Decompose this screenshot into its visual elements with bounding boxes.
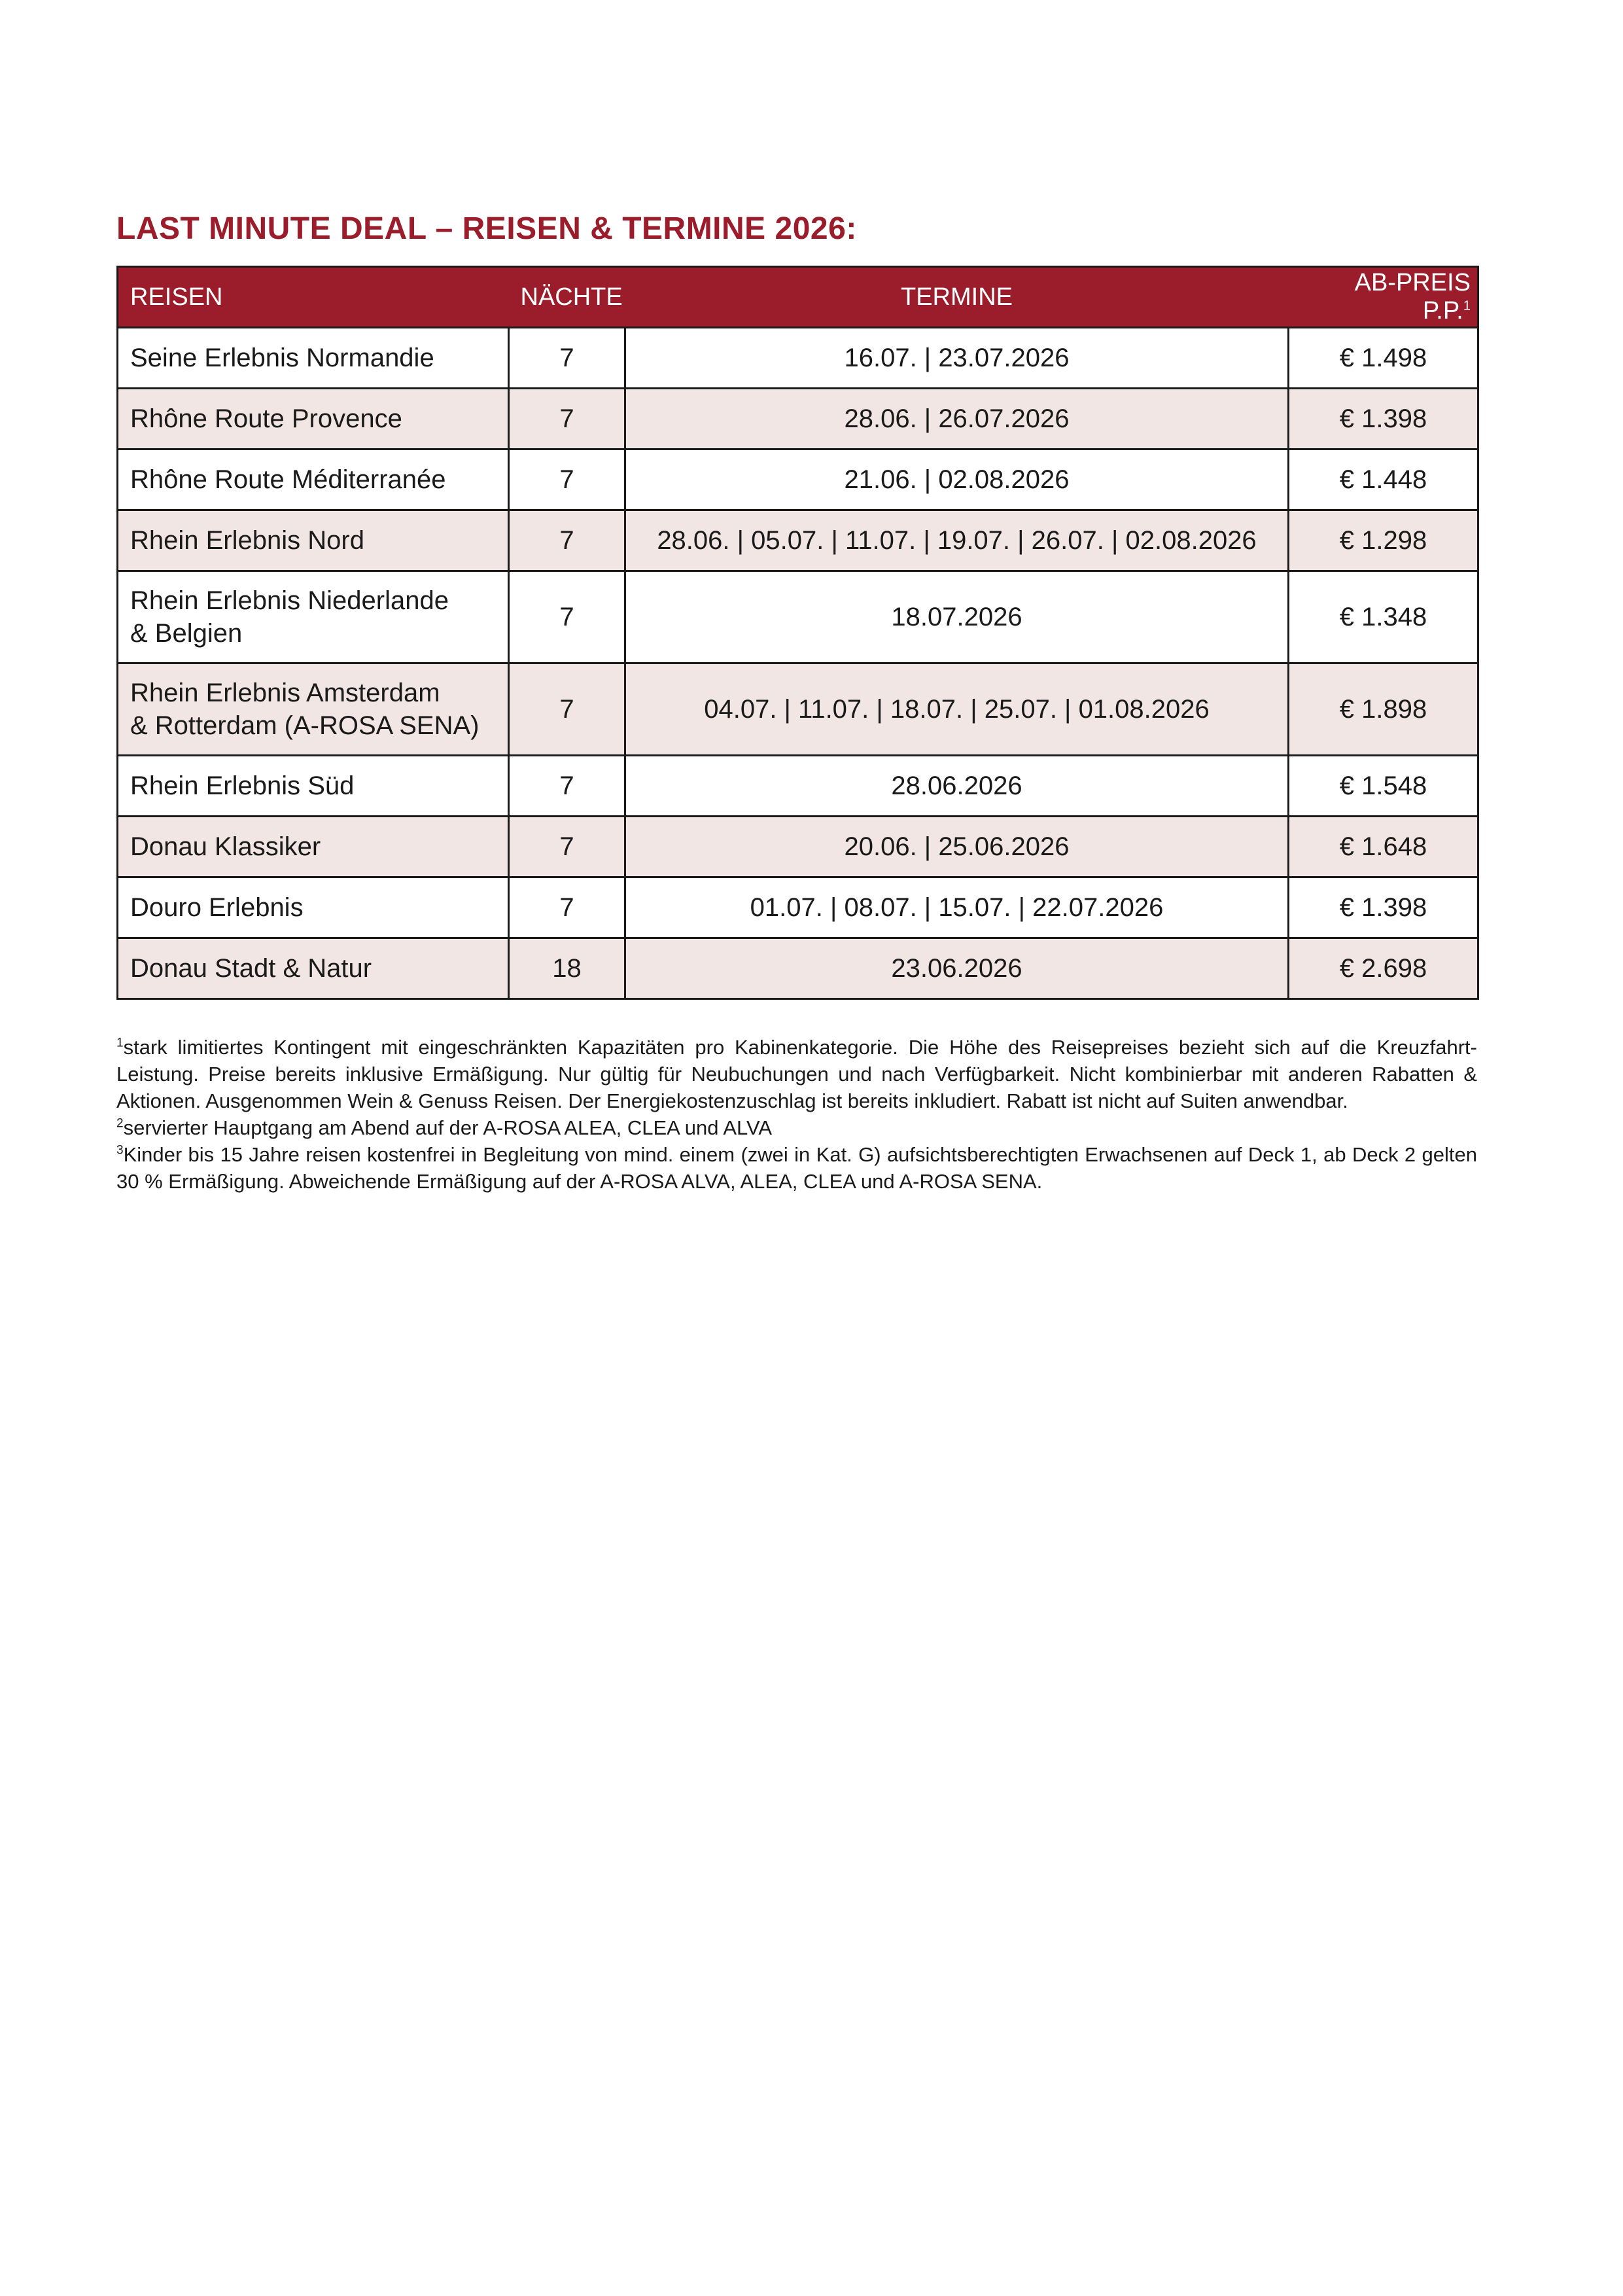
cell-naechte: 7 xyxy=(509,817,625,877)
title-text: LAST MINUTE DEAL – REISEN & TERMINE xyxy=(116,211,775,246)
header-preis-footnote-mark: 1 xyxy=(1463,298,1471,313)
table-row xyxy=(118,328,1478,389)
cell-preis: € 1.898 xyxy=(1289,663,1478,756)
cell-naechte: 7 xyxy=(509,389,625,450)
cell-naechte: 7 xyxy=(509,510,625,571)
cell-naechte: 7 xyxy=(509,877,625,938)
table-row xyxy=(118,938,1478,999)
table-row xyxy=(118,571,1478,663)
header-preis-label: AB-PREIS P.P. xyxy=(1354,269,1471,325)
cell-naechte: 7 xyxy=(509,756,625,817)
cell-termine: 28.06.2026 xyxy=(625,756,1289,817)
cell-reise-line2: & Belgien xyxy=(130,619,243,648)
header-reisen: REISEN xyxy=(118,267,509,328)
cell-termine: 21.06. | 02.08.2026 xyxy=(625,450,1289,510)
cell-naechte: 18 xyxy=(509,938,625,999)
cell-reise: Donau Stadt & Natur xyxy=(118,938,509,999)
cell-preis: € 1.398 xyxy=(1289,877,1478,938)
cell-reise: Rhône Route Méditerranée xyxy=(118,450,509,510)
cell-preis: € 1.298 xyxy=(1289,510,1478,571)
deals-table xyxy=(116,266,1479,1000)
cell-naechte: 7 xyxy=(509,571,625,663)
header-termine: TERMINE xyxy=(625,267,1289,328)
cell-naechte: 7 xyxy=(509,328,625,389)
cell-reise: Seine Erlebnis Normandie xyxy=(118,328,509,389)
table-header-row xyxy=(118,267,1478,328)
cell-preis: € 1.348 xyxy=(1289,571,1478,663)
cell-preis: € 2.698 xyxy=(1289,938,1478,999)
cell-naechte: 7 xyxy=(509,663,625,756)
document-page xyxy=(116,209,1477,1195)
cell-termine: 18.07.2026 xyxy=(625,571,1289,663)
cell-reise: Rhein Erlebnis Süd xyxy=(118,756,509,817)
header-preis xyxy=(1289,267,1478,328)
cell-termine: 28.06. | 26.07.2026 xyxy=(625,389,1289,450)
footnote-3 xyxy=(116,1141,1477,1195)
footnote-text: servierter Hauptgang am Abend auf der A-ROSA ALEA, CLEA und ALVA xyxy=(123,1116,773,1139)
footnote-2 xyxy=(116,1114,1477,1141)
cell-termine: 20.06. | 25.06.2026 xyxy=(625,817,1289,877)
cell-preis: € 1.498 xyxy=(1289,328,1478,389)
cell-reise: Rhein Erlebnis Nord xyxy=(118,510,509,571)
cell-reise-line1: Rhein Erlebnis Niederlande xyxy=(130,586,449,615)
footnote-mark: 1 xyxy=(116,1036,124,1050)
title-suffix: : xyxy=(846,211,857,246)
cell-reise xyxy=(118,663,509,756)
cell-reise-line2: & Rotterdam (A-ROSA SENA) xyxy=(130,711,480,740)
cell-reise: Douro Erlebnis xyxy=(118,877,509,938)
footnote-text: stark limitiertes Kontingent mit eingeschränkten Kapazitäten pro Kabinenkategorie. Die Höhe des Reisepreises bezieht sich auf die Kreuzfahrt-Leistung. Preise bereits inklusive Ermäßigung. Nur gültig für Neubuchungen und nach Verfügbarkeit. Nicht kombinierbar mit anderen Rabatten & Aktionen. Ausgenommen Wein & Genuss Reisen. Der Energiekostenzuschlag ist bereits inkludiert. Rabatt ist nicht auf Suiten anwendbar. xyxy=(116,1036,1477,1112)
footnote-1 xyxy=(116,1034,1477,1114)
cell-reise: Rhône Route Provence xyxy=(118,389,509,450)
table-row xyxy=(118,877,1478,938)
cell-reise xyxy=(118,571,509,663)
cell-preis: € 1.548 xyxy=(1289,756,1478,817)
cell-preis: € 1.648 xyxy=(1289,817,1478,877)
title-year: 2026 xyxy=(775,211,846,246)
cell-termine: 16.07. | 23.07.2026 xyxy=(625,328,1289,389)
table-row xyxy=(118,817,1478,877)
cell-termine: 04.07. | 11.07. | 18.07. | 25.07. | 01.08.2026 xyxy=(625,663,1289,756)
header-naechte: NÄCHTE xyxy=(509,267,625,328)
footnote-mark: 2 xyxy=(116,1116,124,1131)
table-row xyxy=(118,389,1478,450)
footnote-mark: 3 xyxy=(116,1143,124,1157)
cell-preis: € 1.398 xyxy=(1289,389,1478,450)
table-row xyxy=(118,510,1478,571)
cell-naechte: 7 xyxy=(509,450,625,510)
footnotes xyxy=(116,1034,1477,1195)
table-row xyxy=(118,663,1478,756)
footnote-text: Kinder bis 15 Jahre reisen kostenfrei in Begleitung von mind. einem (zwei in Kat. G) aufsichtsberechtigten Erwachsenen auf Deck 1, ab Deck 2 gelten 30 % Ermäßigung. Abweichende Ermäßigung auf der A-ROSA ALVA, ALEA, CLEA und A-ROSA SENA. xyxy=(116,1143,1477,1193)
cell-termine: 23.06.2026 xyxy=(625,938,1289,999)
page-title xyxy=(116,209,1477,249)
cell-preis: € 1.448 xyxy=(1289,450,1478,510)
cell-termine: 01.07. | 08.07. | 15.07. | 22.07.2026 xyxy=(625,877,1289,938)
cell-reise-line1: Rhein Erlebnis Amsterdam xyxy=(130,679,440,707)
table-row xyxy=(118,450,1478,510)
table-row xyxy=(118,756,1478,817)
cell-termine: 28.06. | 05.07. | 11.07. | 19.07. | 26.07. | 02.08.2026 xyxy=(625,510,1289,571)
cell-reise: Donau Klassiker xyxy=(118,817,509,877)
